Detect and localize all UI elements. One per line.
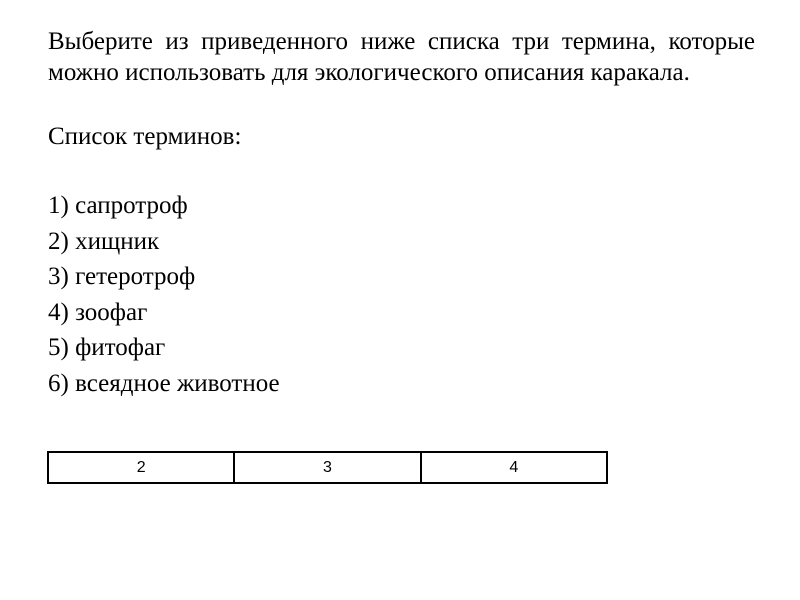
answer-cell-3[interactable]: 4 — [421, 452, 607, 483]
question-text: Выберите из приведенного ниже списка три термина, которые можно использовать для экологического описания каракала. — [48, 28, 755, 86]
term-item-4: 4) зоофаг — [48, 298, 148, 326]
answer-cell-2[interactable]: 3 — [234, 452, 420, 483]
answer-table — [47, 451, 608, 484]
term-item-1: 1) сапротроф — [48, 192, 188, 219]
term-item-3: 3) гетеротроф — [48, 263, 196, 290]
term-item-2: 2) хищник — [48, 227, 160, 255]
term-item-5: 5) фитофаг — [48, 334, 166, 361]
terms-list-title: Список терминов: — [48, 123, 242, 150]
term-item-6: 6) всеядное животное — [48, 369, 280, 397]
terms-list — [48, 190, 280, 403]
answer-cell-1[interactable]: 2 — [48, 452, 234, 483]
answer-row — [48, 452, 607, 483]
